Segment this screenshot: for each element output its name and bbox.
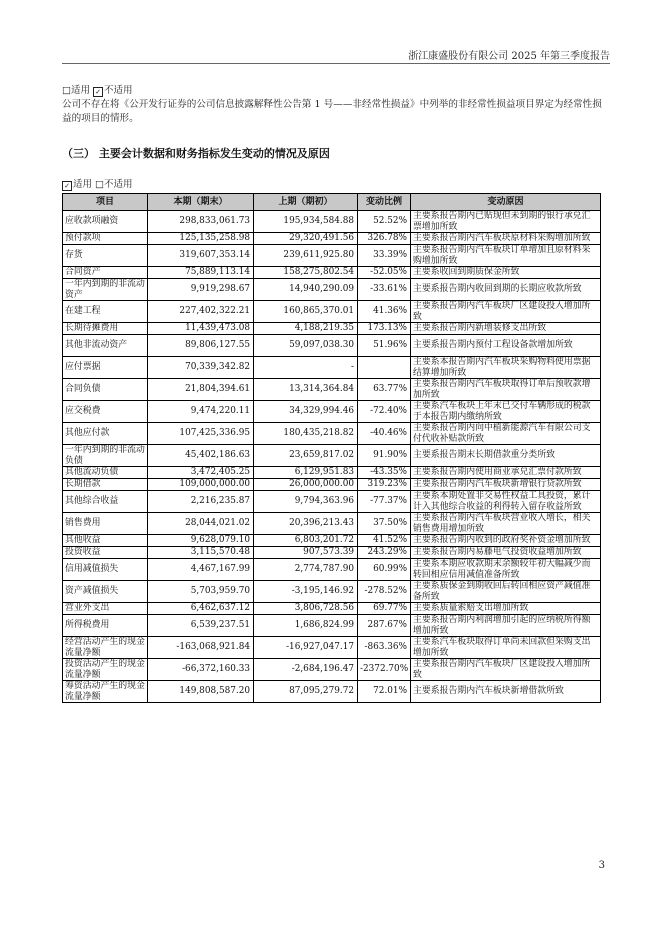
change-ratio-cell: 91.90% [358, 445, 411, 467]
reason-cell: 主要系报告期内易藤电气投资收益增加所致 [411, 547, 601, 559]
item-cell: 其他流动负债 [63, 467, 148, 479]
current-value-cell: 2,216,235.87 [148, 491, 254, 513]
item-cell: 信用减值损失 [63, 559, 148, 581]
change-ratio-cell: -43.35% [358, 467, 411, 479]
change-ratio-cell: -77.37% [358, 491, 411, 513]
reason-cell: 主要系报告期内汽车板块原材料采购增加所致 [411, 233, 601, 245]
current-value-cell: 3,115,570.48 [148, 547, 254, 559]
table-row [63, 637, 601, 659]
reason-cell: 主要系报告期内汽车板块厂区建设投入增加所致 [411, 301, 601, 323]
change-ratio-cell: 51.96% [358, 335, 411, 357]
prior-value-cell: 239,611,925.80 [254, 245, 358, 267]
current-value-cell: 70,339,342.82 [148, 357, 254, 379]
table-row [63, 535, 601, 547]
current-value-cell: 89,806,127.55 [148, 335, 254, 357]
table-row [63, 279, 601, 301]
item-cell: 应交税费 [63, 401, 148, 423]
reason-cell: 主要系报告期内收回到期的长期应收款所致 [411, 279, 601, 301]
reason-cell: 主要系本期处置非交易性权益工具投资，累计计入其他综合收益的利得转入留存收益所致 [411, 491, 601, 513]
reason-cell: 主要系本期应收款期末余额较年初大幅减少而转回相应信用减值准备所致 [411, 559, 601, 581]
financial-changes-table [62, 193, 601, 703]
table-row [63, 245, 601, 267]
table-row [63, 603, 601, 615]
table-row [63, 323, 601, 335]
column-header: 项目 [63, 194, 148, 211]
current-value-cell: 5,703,959.70 [148, 581, 254, 603]
applicability-row-1 [62, 82, 133, 97]
change-ratio-cell: 52.52% [358, 211, 411, 233]
prior-value-cell: - [254, 357, 358, 379]
checked-checkbox-icon: ✓ [93, 87, 103, 97]
page-number: 3 [598, 860, 605, 871]
current-value-cell: 28,044,021.02 [148, 513, 254, 535]
current-value-cell: 109,000,000.00 [148, 479, 254, 491]
table-row [63, 559, 601, 581]
table-row [63, 581, 601, 603]
item-cell: 长期借款 [63, 479, 148, 491]
table-row [63, 379, 601, 401]
prior-value-cell: 4,188,219.35 [254, 323, 358, 335]
item-cell: 投资活动产生的现金流量净额 [63, 659, 148, 681]
table-row [63, 301, 601, 323]
change-ratio-cell: -278.52% [358, 581, 411, 603]
change-ratio-cell [358, 357, 411, 379]
change-ratio-cell: 33.39% [358, 245, 411, 267]
table-row [63, 513, 601, 535]
prior-value-cell: 34,329,994.46 [254, 401, 358, 423]
reason-cell: 主要系报告期内汽车板块取得订单后预收款增加所致 [411, 379, 601, 401]
reason-cell: 主要系报告期内已贴现但未到期的银行承兑汇票增加所致 [411, 211, 601, 233]
current-value-cell: 3,472,405.25 [148, 467, 254, 479]
reason-cell: 主要系报告期末长期借款重分类所致 [411, 445, 601, 467]
reason-cell: 主要系质量索赔支出增加所致 [411, 603, 601, 615]
table-row [63, 547, 601, 559]
table-row [63, 233, 601, 245]
table-row [63, 267, 601, 279]
table-row [63, 401, 601, 423]
current-value-cell: 9,628,079.10 [148, 535, 254, 547]
reason-cell: 主要系本报告期内汽车板块采购物料使用票据结算增加所致 [411, 357, 601, 379]
prior-value-cell: 59,097,038.30 [254, 335, 358, 357]
table-row [63, 357, 601, 379]
prior-value-cell: 29,320,491.56 [254, 233, 358, 245]
item-cell: 筹资活动产生的现金流量净额 [63, 681, 148, 703]
prior-value-cell: 180,435,218.82 [254, 423, 358, 445]
current-value-cell: 149,808,587.20 [148, 681, 254, 703]
reason-cell: 主要系报告期内汽车板块厂区建设投入增加所致 [411, 659, 601, 681]
reason-cell: 主要系报告期内利润增加引起的应纳税所得额增加所致 [411, 615, 601, 637]
item-cell: 其他收益 [63, 535, 148, 547]
prior-value-cell: -3,195,146.92 [254, 581, 358, 603]
table-row [63, 445, 601, 467]
table-row [63, 467, 601, 479]
reason-cell: 主要系报告期内汽车板块新增借款所致 [411, 681, 601, 703]
prior-value-cell: 20,396,213.43 [254, 513, 358, 535]
item-cell: 投资收益 [63, 547, 148, 559]
change-ratio-cell: 69.77% [358, 603, 411, 615]
prior-value-cell: 87,095,279.72 [254, 681, 358, 703]
item-cell: 合同资产 [63, 267, 148, 279]
item-cell: 其他非流动资产 [63, 335, 148, 357]
table-row [63, 615, 601, 637]
current-value-cell: 6,462,637.12 [148, 603, 254, 615]
prior-value-cell: 23,659,817.02 [254, 445, 358, 467]
change-ratio-cell: 72.01% [358, 681, 411, 703]
change-ratio-cell: 37.50% [358, 513, 411, 535]
item-cell: 其他应付款 [63, 423, 148, 445]
change-ratio-cell: 41.36% [358, 301, 411, 323]
prior-value-cell: 1,686,824.99 [254, 615, 358, 637]
reason-cell: 主要系报告期内收到的政府奖补资金增加所致 [411, 535, 601, 547]
change-ratio-cell: 60.99% [358, 559, 411, 581]
table-header-row [63, 194, 601, 211]
reason-cell: 主要系收回到期质保金所致 [411, 267, 601, 279]
item-cell: 营业外支出 [63, 603, 148, 615]
not-applicable-option: □不适用 [95, 179, 133, 190]
current-value-cell: 9,474,220.11 [148, 401, 254, 423]
reason-cell: 主要系质保金到期收回后转回相应资产减值准备所致 [411, 581, 601, 603]
table-row [63, 211, 601, 233]
current-value-cell: 107,425,336.95 [148, 423, 254, 445]
item-cell: 长期待摊费用 [63, 323, 148, 335]
applicable-option: □适用 [62, 85, 90, 96]
table-row [63, 423, 601, 445]
current-value-cell: -163,068,921.84 [148, 637, 254, 659]
applicability-row-2 [62, 176, 133, 191]
current-value-cell: 45,402,186.63 [148, 445, 254, 467]
prior-value-cell: 9,794,363.96 [254, 491, 358, 513]
non-recurring-statement: 公司不存在将《公开发行证券的公司信息披露解释性公告第 1 号——非经常性损益》中列举的非经常性损益项目界定为经常性损益的项目的情形。 [62, 99, 602, 124]
item-cell: 其他综合收益 [63, 491, 148, 513]
item-cell: 存货 [63, 245, 148, 267]
table-row [63, 681, 601, 703]
reason-cell: 主要系报告期内向中植新能源汽车有限公司支付代收补贴款所致 [411, 423, 601, 445]
section-title: （三） 主要会计数据和财务指标发生变动的情况及原因 [62, 147, 330, 160]
change-ratio-cell: 319.23% [358, 479, 411, 491]
item-cell: 资产减值损失 [63, 581, 148, 603]
item-cell: 合同负债 [63, 379, 148, 401]
reason-cell: 主要系报告期内新增装修支出所致 [411, 323, 601, 335]
current-value-cell: 11,439,473.08 [148, 323, 254, 335]
column-header: 本期（期末） [148, 194, 254, 211]
table-row [63, 491, 601, 513]
change-ratio-cell: 41.52% [358, 535, 411, 547]
change-ratio-cell: -33.61% [358, 279, 411, 301]
reason-cell: 主要系汽车板块取得订单尚未回款但采购支出增加所致 [411, 637, 601, 659]
not-applicable-option: 不适用 [104, 85, 133, 96]
current-value-cell: 21,804,394.61 [148, 379, 254, 401]
current-value-cell: 227,402,322.21 [148, 301, 254, 323]
reason-cell: 主要系汽车板块上年末已交付车辆形成的税款于本报告期内缴纳所致 [411, 401, 601, 423]
prior-value-cell: 2,774,787.90 [254, 559, 358, 581]
table-row [63, 659, 601, 681]
change-ratio-cell: 63.77% [358, 379, 411, 401]
current-value-cell: 298,833,061.73 [148, 211, 254, 233]
item-cell: 应付票据 [63, 357, 148, 379]
prior-value-cell: 3,806,728.56 [254, 603, 358, 615]
reason-cell: 主要系报告期内汽车板块订单增加且原材料采购增加所致 [411, 245, 601, 267]
item-cell: 一年内到期的非流动负债 [63, 445, 148, 467]
change-ratio-cell: -52.05% [358, 267, 411, 279]
current-value-cell: -66,372,160.33 [148, 659, 254, 681]
change-ratio-cell: -863.36% [358, 637, 411, 659]
prior-value-cell: 13,314,364.84 [254, 379, 358, 401]
current-value-cell: 319,607,353.14 [148, 245, 254, 267]
prior-value-cell: 160,865,370.01 [254, 301, 358, 323]
column-header: 变动原因 [411, 194, 601, 211]
reason-cell: 主要系报告期内汽车板块营业收入增长，相关销售费用增加所致 [411, 513, 601, 535]
change-ratio-cell: 173.13% [358, 323, 411, 335]
prior-value-cell: 14,940,290.09 [254, 279, 358, 301]
item-cell: 所得税费用 [63, 615, 148, 637]
table-row [63, 479, 601, 491]
change-ratio-cell: -2372.70% [358, 659, 411, 681]
current-value-cell: 75,889,113.14 [148, 267, 254, 279]
reason-cell: 主要系报告期内汽车板块新增银行贷款所致 [411, 479, 601, 491]
change-ratio-cell: -72.40% [358, 401, 411, 423]
prior-value-cell: 195,934,584.88 [254, 211, 358, 233]
prior-value-cell: 6,803,201.72 [254, 535, 358, 547]
table-row [63, 335, 601, 357]
column-header: 变动比例 [358, 194, 411, 211]
current-value-cell: 4,467,167.99 [148, 559, 254, 581]
prior-value-cell: 158,275,802.54 [254, 267, 358, 279]
checked-checkbox-icon: ✓ [62, 181, 72, 191]
change-ratio-cell: 287.67% [358, 615, 411, 637]
item-cell: 在建工程 [63, 301, 148, 323]
item-cell: 预付款项 [63, 233, 148, 245]
change-ratio-cell: -40.46% [358, 423, 411, 445]
item-cell: 经营活动产生的现金流量净额 [63, 637, 148, 659]
prior-value-cell: -16,927,047.17 [254, 637, 358, 659]
prior-value-cell: 6,129,951.83 [254, 467, 358, 479]
current-value-cell: 9,919,298.67 [148, 279, 254, 301]
applicable-option: 适用 [73, 179, 93, 190]
prior-value-cell: 26,000,000.00 [254, 479, 358, 491]
item-cell: 应收款项融资 [63, 211, 148, 233]
column-header: 上期（期初） [254, 194, 358, 211]
reason-cell: 主要系报告期内使用商业承兑汇票付款所致 [411, 467, 601, 479]
reason-cell: 主要系报告期内预付工程设备款增加所致 [411, 335, 601, 357]
report-header-title: 浙江康盛股份有限公司 2025 年第三季度报告 [408, 51, 610, 62]
prior-value-cell: 907,573.39 [254, 547, 358, 559]
current-value-cell: 6,539,237.51 [148, 615, 254, 637]
current-value-cell: 125,135,258.98 [148, 233, 254, 245]
item-cell: 销售费用 [63, 513, 148, 535]
change-ratio-cell: 243.29% [358, 547, 411, 559]
change-ratio-cell: 326.78% [358, 233, 411, 245]
item-cell: 一年内到期的非流动资产 [63, 279, 148, 301]
header-divider [62, 63, 610, 64]
prior-value-cell: -2,684,196.47 [254, 659, 358, 681]
